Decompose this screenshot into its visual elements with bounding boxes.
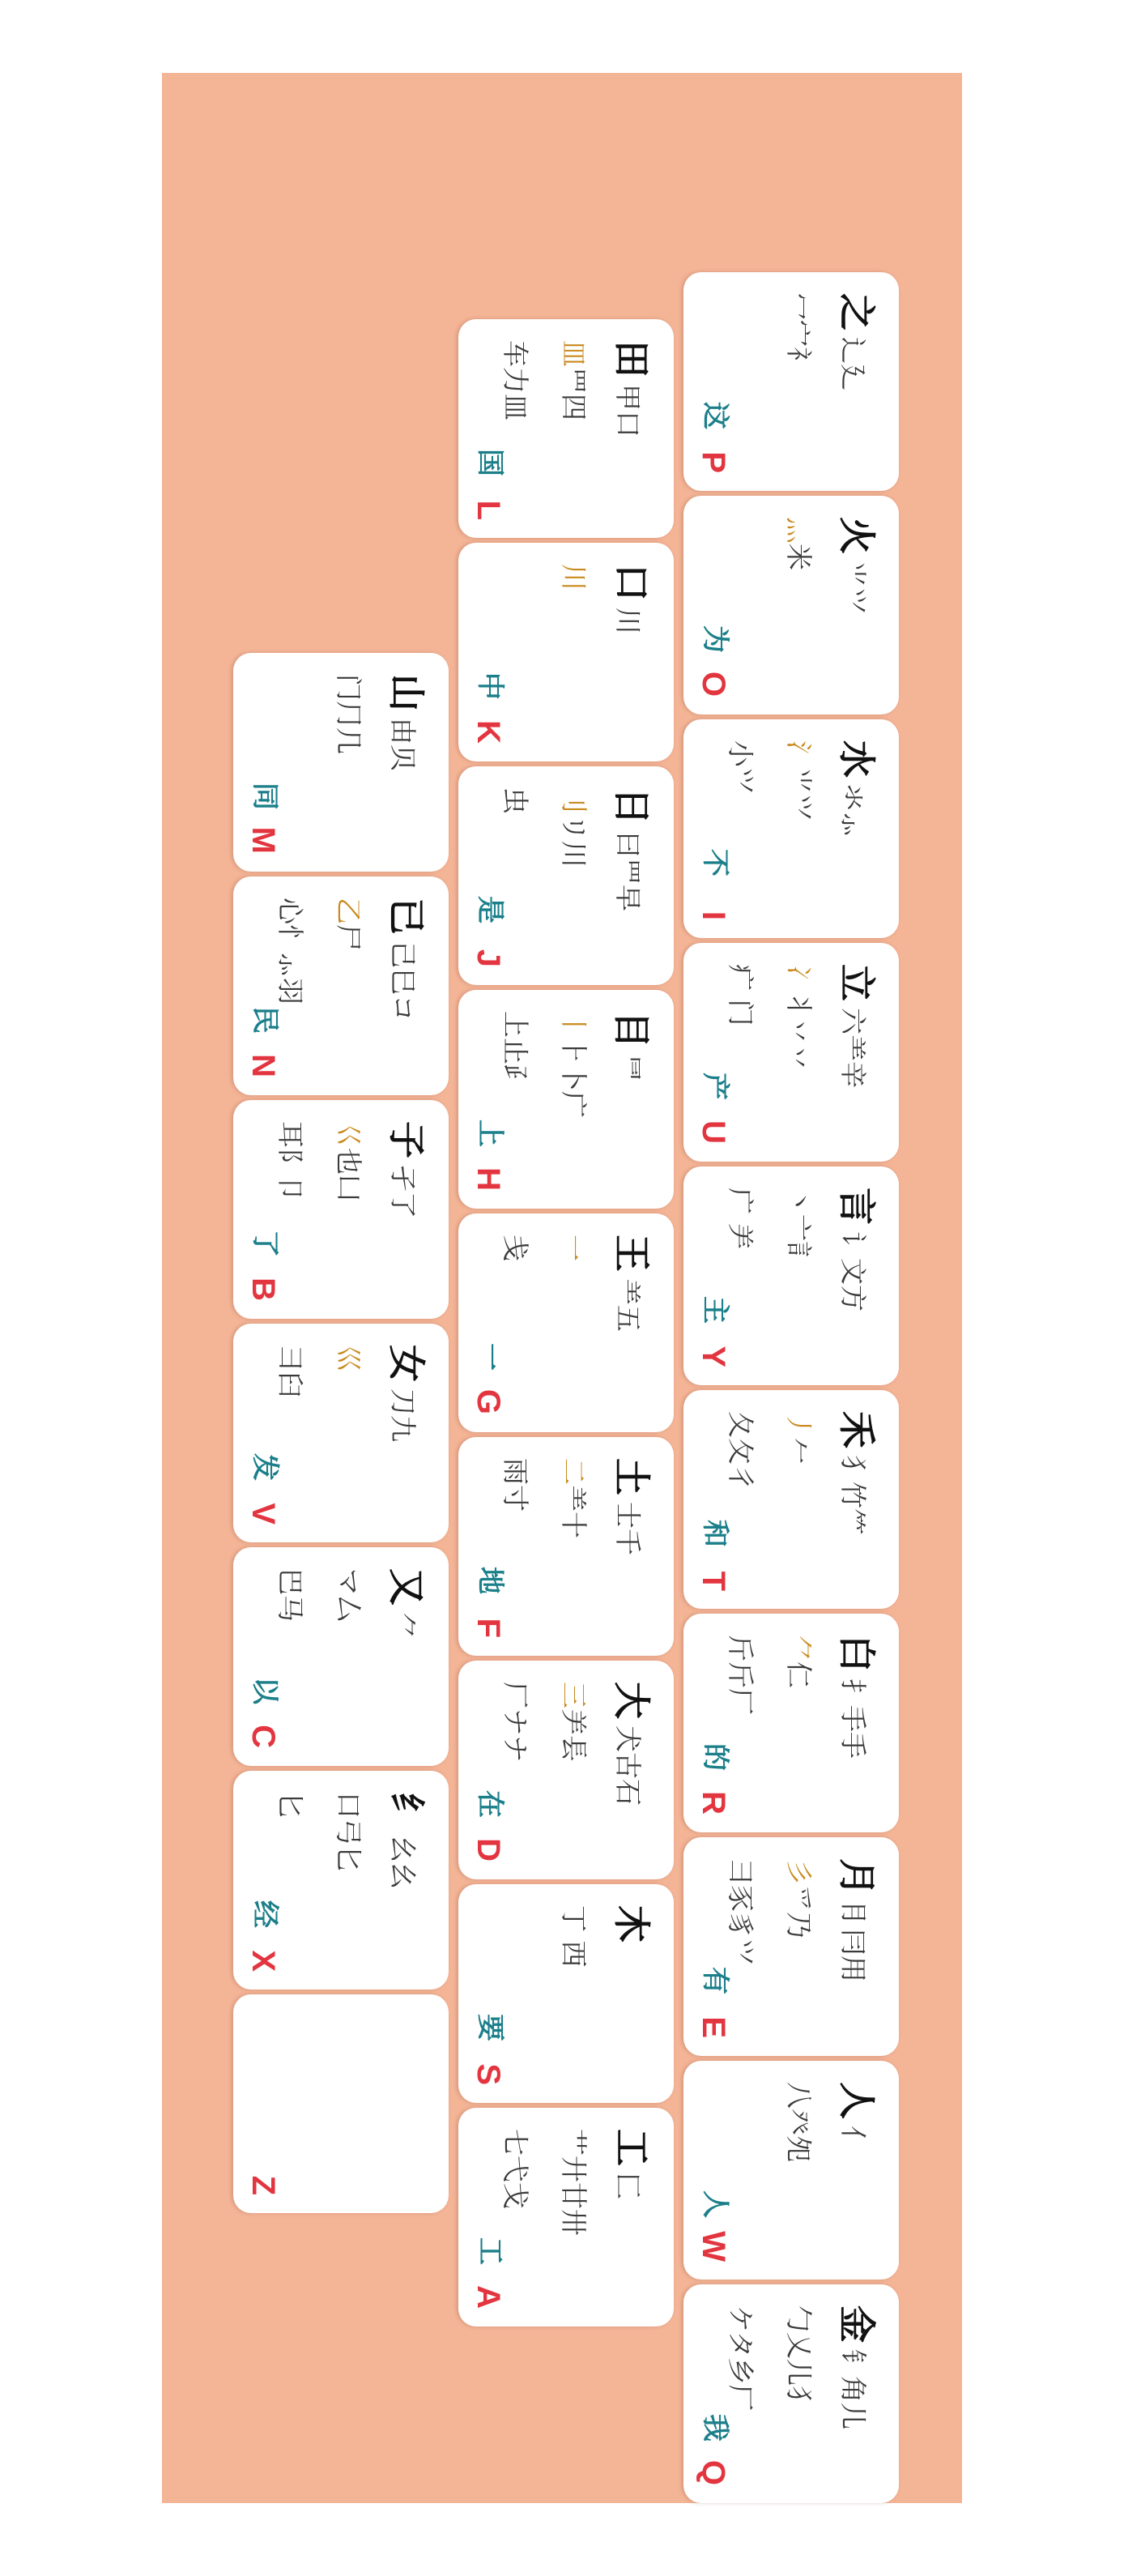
key-z [233,1994,449,2213]
key-word: 我 [699,2414,731,2442]
key-components-3: 疒 门 [725,964,756,1026]
key-components-2: 丁 西 [558,1905,590,1968]
key-components-3: 彐臼 [275,1345,306,1398]
key-components-1: 孑了 [387,1165,419,1218]
key-main-radical: 水 [835,740,879,778]
key-w [683,2061,899,2280]
key-yellow-stroke: 氵 [783,740,815,767]
key-main-radical: 已 [385,898,428,935]
key-components-2: 丶亠訁 [783,1188,815,1268]
key-x [233,1771,449,1990]
key-components-1: ⺜ [612,1055,644,1081]
keyboard-chart [162,73,962,2503]
key-word: 有 [699,1967,731,1994]
key-yellow-stroke: 一 [558,1235,590,1261]
key-components-2: ⺫四 [558,367,590,420]
key-a [458,2108,674,2327]
key-j [458,766,674,985]
key-components-1: 刀九 [387,1388,419,1442]
key-letter: B [245,1277,281,1301]
key-main-radical: 月 [835,1858,879,1896]
key-letter: X [245,1950,281,1972]
key-components-1: 犬古石 [612,1725,644,1806]
key-main-radical: 火 [835,517,879,554]
key-word: 地 [474,1567,506,1594]
key-yellow-stroke: 巛 [333,1345,364,1371]
key-components-2: 爫乃 [783,1885,815,1938]
key-components-3: 心忄⺗羽 [275,898,306,1004]
key-word: 民 [249,1006,281,1034]
key-main-radical: 言 [835,1188,879,1225]
key-components-2: 仁 [783,1661,815,1688]
key-main-radical: 山 [385,674,428,711]
key-components-2: マ厶 [333,1568,364,1622]
key-v [233,1324,449,1542]
key-q [683,2284,899,2503]
key-letter: W [696,2231,731,2262]
key-components-2: 冖宀礻 [783,293,815,373]
key-letter: I [696,911,731,920]
key-components-1: 由贝 [387,718,419,771]
key-components-1: 讠文方 [837,1231,869,1311]
key-word: 不 [699,849,731,876]
key-main-radical: 立 [835,964,879,1001]
key-components-3: 上止⺪ [500,1011,531,1091]
key-word: 在 [474,1790,506,1818]
key-word: 为 [699,625,731,653]
key-main-radical: 女 [385,1345,428,1382]
key-word: 是 [474,896,506,923]
key-m [233,653,449,872]
key-components-2: 丬丷丷 [783,991,815,1071]
key-components-2: リ川 [558,814,590,868]
key-main-radical: 目 [610,1011,654,1048]
key-components-3: 雨寸 [500,1458,531,1512]
key-main-radical: 大 [610,1682,654,1719]
key-components-3: 厂ナナ [500,1682,531,1762]
key-components-3: 夂攵彳 [725,1411,756,1491]
key-y [683,1166,899,1385]
key-n [233,876,449,1095]
key-main-radical: 白 [835,1635,879,1672]
key-main-radical: 土 [610,1458,654,1495]
key-letter: P [696,451,731,473]
key-components-2: ⺶镸 [558,1708,590,1762]
key-yellow-stroke: 冫 [783,964,815,991]
key-yellow-stroke: 皿 [558,340,590,367]
key-o [683,496,899,714]
key-main-radical: 口 [610,564,654,601]
key-word: 要 [474,2014,506,2041]
key-letter: R [696,1791,731,1815]
key-word: 和 [699,1520,731,1547]
key-word: 上 [474,1120,506,1147]
key-p [683,272,899,491]
key-components-1: 氺⺗ [837,784,869,838]
key-main-radical: 禾 [835,1411,879,1448]
key-letter: G [470,1388,506,1414]
key-yellow-stroke: 二 [558,1458,590,1485]
key-components-1: 己巳コ [387,941,419,1021]
key-components-1: ⺷五 [612,1278,644,1332]
key-components-1: 扌手手 [837,1678,869,1759]
key-word: 主 [699,1296,731,1324]
key-components-2: ⺊卜广 [558,1038,590,1118]
key-d [458,1661,674,1879]
key-yellow-stroke: 丨 [558,1011,590,1038]
key-s [458,1884,674,2103]
key-components-1: 幺⺓ [387,1836,419,1889]
key-components-3: 车力皿 [500,340,531,420]
key-letter: Q [696,2459,731,2485]
key-yellow-stroke: 三 [558,1682,590,1708]
key-components-3: 广 ⺶ [725,1188,756,1250]
key-main-radical: 之 [835,293,879,331]
key-word: 经 [249,1900,281,1928]
key-yellow-stroke: 彡 [783,1858,815,1885]
key-t [683,1390,899,1609]
key-components-1: 亻 [837,2126,869,2152]
key-u [683,943,899,1162]
key-main-radical: 日 [610,787,654,825]
key-components-1: ⺌⺍ [837,561,869,614]
key-word: 同 [249,783,281,810]
key-components-2: 门⺆几 [333,674,364,754]
key-c [233,1547,449,1766]
key-letter: C [245,1725,281,1748]
key-yellow-stroke: 丿 [783,1411,815,1438]
key-letter: S [470,2063,506,2085]
key-main-radical: 子 [385,1121,428,1158]
key-main-radical: 人 [835,2082,879,2119]
key-letter: H [470,1167,506,1191]
key-letter: D [470,1838,506,1862]
key-components-3: 戋 [500,1235,531,1261]
key-word: 了 [249,1230,281,1257]
key-b [233,1100,449,1319]
key-components-1: ⺈ [387,1612,419,1639]
key-components-2: ⺾廾廿卅 [558,2129,590,2236]
key-h [458,990,674,1209]
key-word: 工 [474,2237,506,2265]
key-letter: L [470,500,506,520]
key-word: 一 [474,1343,506,1371]
key-components-1: 六⺷辛 [837,1008,869,1088]
key-components-2: 尸 [333,924,364,951]
key-main-radical: 王 [610,1235,654,1272]
key-components-1: 士千 [612,1502,644,1555]
key-letter: T [696,1571,731,1591]
key-word: 以 [249,1677,281,1704]
key-main-radical: 田 [610,340,654,377]
key-components-1: 匚 [612,2173,644,2199]
key-k [458,543,674,761]
key-letter: Y [696,1346,731,1367]
key-yellow-stroke: 巜 [333,1121,364,1148]
key-components-2: 勹乂儿犭 [783,2305,815,2412]
key-components-1: 川 [612,608,644,634]
key-letter: N [245,1054,281,1077]
key-components-2: 𠂉 [783,1438,815,1465]
key-word: 产 [699,1073,731,1100]
key-i [683,719,899,938]
key-components-1: 钅角儿 [837,2349,869,2429]
key-main-radical: 又 [385,1568,428,1606]
key-components-3: ケタ乡厂 [725,2305,756,2412]
key-word: 中 [474,672,506,700]
key-word: 人 [699,2190,731,2218]
key-r [683,1614,899,1832]
key-components-2: 八癶夗 [783,2082,815,2162]
key-components-1: ⺨竹⺮ [837,1455,869,1535]
key-components-1: 甲口 [612,384,644,437]
key-main-radical: 纟 [385,1792,428,1829]
key-components-3: 斤斤厂 [725,1635,756,1715]
key-letter: A [470,2285,506,2309]
key-letter: K [470,720,506,744]
key-main-radical: 木 [610,1905,654,1943]
key-e [683,1837,899,2056]
key-l [458,319,674,538]
key-components-2: 口弓匕 [333,1792,364,1872]
key-components-3: 匕 [275,1792,306,1819]
key-main-radical: 金 [835,2305,879,2343]
key-word: 的 [699,1743,731,1771]
key-components-3: 巴马 [275,1568,306,1622]
key-main-radical: 工 [610,2129,654,2166]
key-yellow-stroke: 川 [558,564,590,591]
key-letter: F [470,1618,506,1638]
key-components-1: 曰⺫早 [612,831,644,911]
key-components-3: 耳阝卩 [275,1121,306,1201]
key-g [458,1213,674,1432]
key-components-2: ⺌⺍ [783,767,815,821]
keyboard-rows [162,73,962,2503]
key-yellow-stroke: ⺈ [783,1635,815,1661]
key-components-3: 小⺍ [725,740,756,794]
key-word: 国 [474,449,506,476]
key-yellow-stroke: 乙 [333,898,364,924]
key-components-1: ⺝冃用 [837,1902,869,1982]
key-letter: J [470,949,506,967]
key-letter: U [696,1120,731,1144]
key-letter: V [245,1503,281,1525]
key-letter: M [245,826,281,854]
key-letter: Z [245,2175,281,2195]
key-components-3: ⺕豕豸⺍ [725,1858,756,1965]
key-word: 这 [699,402,731,429]
key-components-2: 米 [783,544,815,570]
key-f [458,1437,674,1656]
key-yellow-stroke: 刂 [558,787,590,814]
key-components-2: 也凵 [333,1148,364,1201]
key-components-3: 虫 [500,787,531,814]
key-word: 发 [249,1453,281,1481]
key-yellow-stroke: 灬 [783,517,815,544]
key-letter: O [696,671,731,697]
key-components-1: 辶廴 [837,337,869,390]
key-letter: E [696,2016,731,2038]
key-components-3: 七弋戈 [500,2129,531,2209]
key-components-2: ⺷十 [558,1485,590,1538]
